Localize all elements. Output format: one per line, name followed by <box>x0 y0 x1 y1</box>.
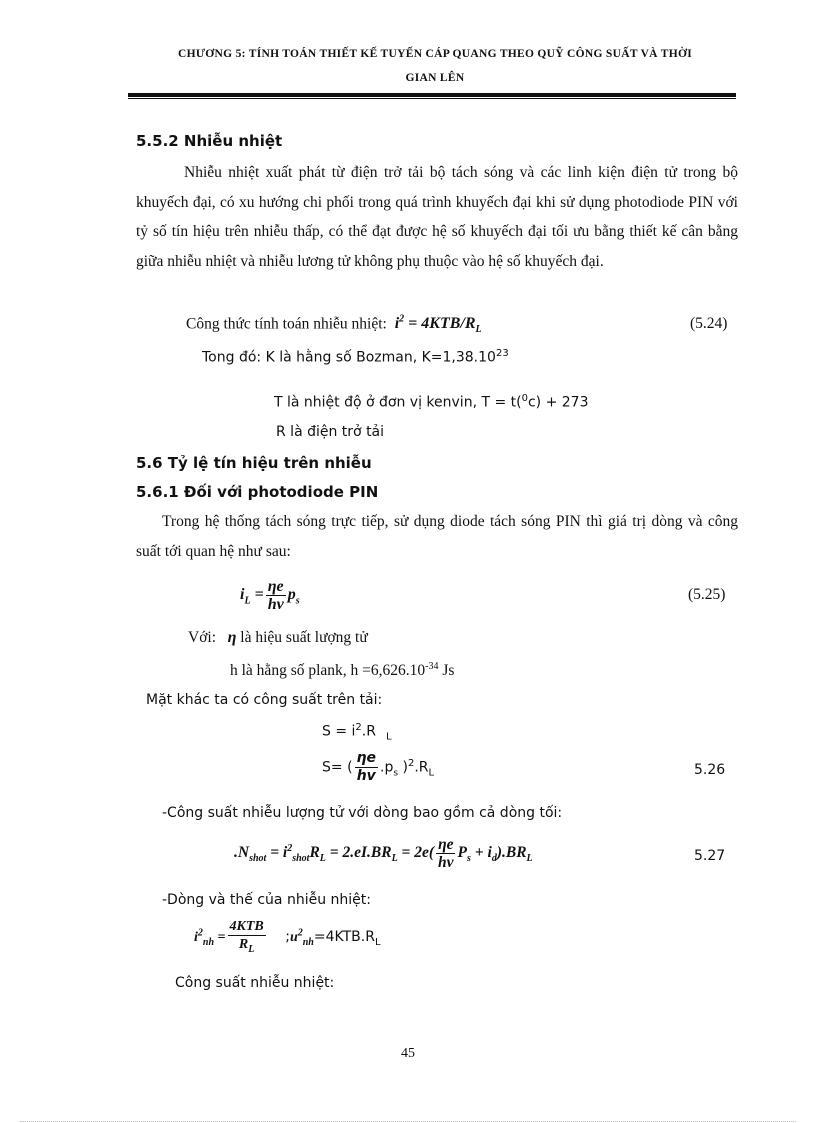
where-line-t <box>274 393 589 411</box>
where-line-r: R là điện trở tải <box>276 424 385 440</box>
s2-ps: .p <box>380 759 394 776</box>
with-label: Với: <box>188 629 217 646</box>
formula-label-524 <box>186 314 482 336</box>
thermal-intro: -Dòng và thế của nhiễu nhiệt: <box>162 892 371 908</box>
s2-r: .R <box>414 759 429 776</box>
t-line-text-a: T là nhiệt độ ở đơn vị kenvin, T = t( <box>274 394 522 411</box>
equation-s1: $S = i^2.R$ $_L$ <box>322 722 392 743</box>
s2-tail: ) <box>402 759 408 776</box>
page-bottom-border <box>20 1121 796 1122</box>
with-line-h <box>230 661 454 680</box>
section-title-56: 5.6 Tỷ lệ tín hiệu trên nhiễu <box>136 454 372 472</box>
equation-number-527: 5.27 <box>694 848 726 864</box>
thermal-equations: $i^2_{nh}$ = $\frac{\text{4KTB}}{R_L}$ $;u^2_{nh}=4KTB.R_L$ <box>194 919 381 955</box>
s-eq-sub: L <box>385 731 392 743</box>
eta-symbol: η <box>227 629 237 646</box>
eta-description: là hiệu suất lượng tử <box>240 629 368 646</box>
thermal-power-label: Công suất nhiễu nhiệt: <box>175 975 335 991</box>
where-line-k <box>202 348 509 366</box>
s-eq-tail: .R <box>361 723 376 740</box>
with-line-eta <box>188 629 368 647</box>
formula-524: $i^2 = 4KTB/R_L$ <box>390 314 482 336</box>
equation-number-525: (5.25) <box>688 586 726 603</box>
h-text-a: h là hằng số plank, h =6,626.10 <box>230 662 426 680</box>
paragraph-thermal-noise: Nhiễu nhiệt xuất phát từ điện trở tải bộ tách sóng và các linh kiện điện tử trong bộ khuyếch đại, có xu hướng chi phối trong quá trình khuyếch đại khi sử dụng photodiode PIN với tỷ số tín hiệu trên nhiễu thấp, có thể đạt được hệ số khuyếch đại tối ưu bằng thiết kế cân bằng giữa nhiễu nhiệt và nhiễu lương tử không phụ thuộc vào hệ số khuyếch đại. <box>136 164 738 270</box>
equation-number-524: (5.24) <box>690 315 728 332</box>
t-line-sup: 0 <box>521 393 528 404</box>
equation-number-526: 5.26 <box>694 762 726 778</box>
chapter-header-line1: CHƯƠNG 5: TÍNH TOÁN THIẾT KẾ TUYẾN CÁP QUANG THEO QUỸ CÔNG SUẤT VÀ THỜI <box>178 48 692 60</box>
equation-527: $.N_{shot} = i^2_{shot}R_L = 2.eI.BR_L = 2e$( $\frac{\eta e}{hv}$ $P_s + i_d).BR_L$ <box>234 836 533 871</box>
shot-noise-intro: -Công suất nhiễu lượng tử với dòng bao gồm cả dòng tối: <box>162 805 563 821</box>
section-title-561: 5.6.1 Đối với photodiode PIN <box>136 483 379 501</box>
h-text-exp: -34 <box>425 661 439 672</box>
section-title-552: 5.5.2 Nhiễu nhiệt <box>136 132 283 150</box>
t-line-text-b: c) + 273 <box>527 394 589 411</box>
chapter-header-line2: GIAN LÊN <box>405 72 465 84</box>
paragraph-pin-diode: Trong hệ thống tách sóng trực tiếp, sử dụng diode tách sóng PIN thì giá trị dòng và công suất tới quan hệ như sau: <box>136 513 738 560</box>
where-line-text: Tong đó: K là hằng số Bozman, K=1,38.10 <box>202 349 496 366</box>
s2-pre: S= ( <box>322 759 353 776</box>
h-text-b: Js <box>438 662 455 680</box>
power-intro: Mặt khác ta có công suất trên tải: <box>146 692 383 708</box>
header-rule-thin <box>128 98 736 99</box>
header-rule-thick <box>128 93 736 97</box>
page-number: 45 <box>401 1046 415 1061</box>
equation-s2: S= ( $\frac{\eta e}{hv}$ $.p_s$ )$^2.R_L$ <box>322 750 435 784</box>
where-line-exp: 23 <box>495 348 509 359</box>
formula-label-text: Công thức tính toán nhiễu nhiệt: <box>186 315 387 333</box>
s-eq-text: S = i <box>322 723 356 740</box>
thermal-u-tail: =4KTB.R <box>313 929 375 946</box>
equation-525: $i_L$ = $\frac{\eta e}{hv}$ $p_s$ <box>240 578 300 613</box>
